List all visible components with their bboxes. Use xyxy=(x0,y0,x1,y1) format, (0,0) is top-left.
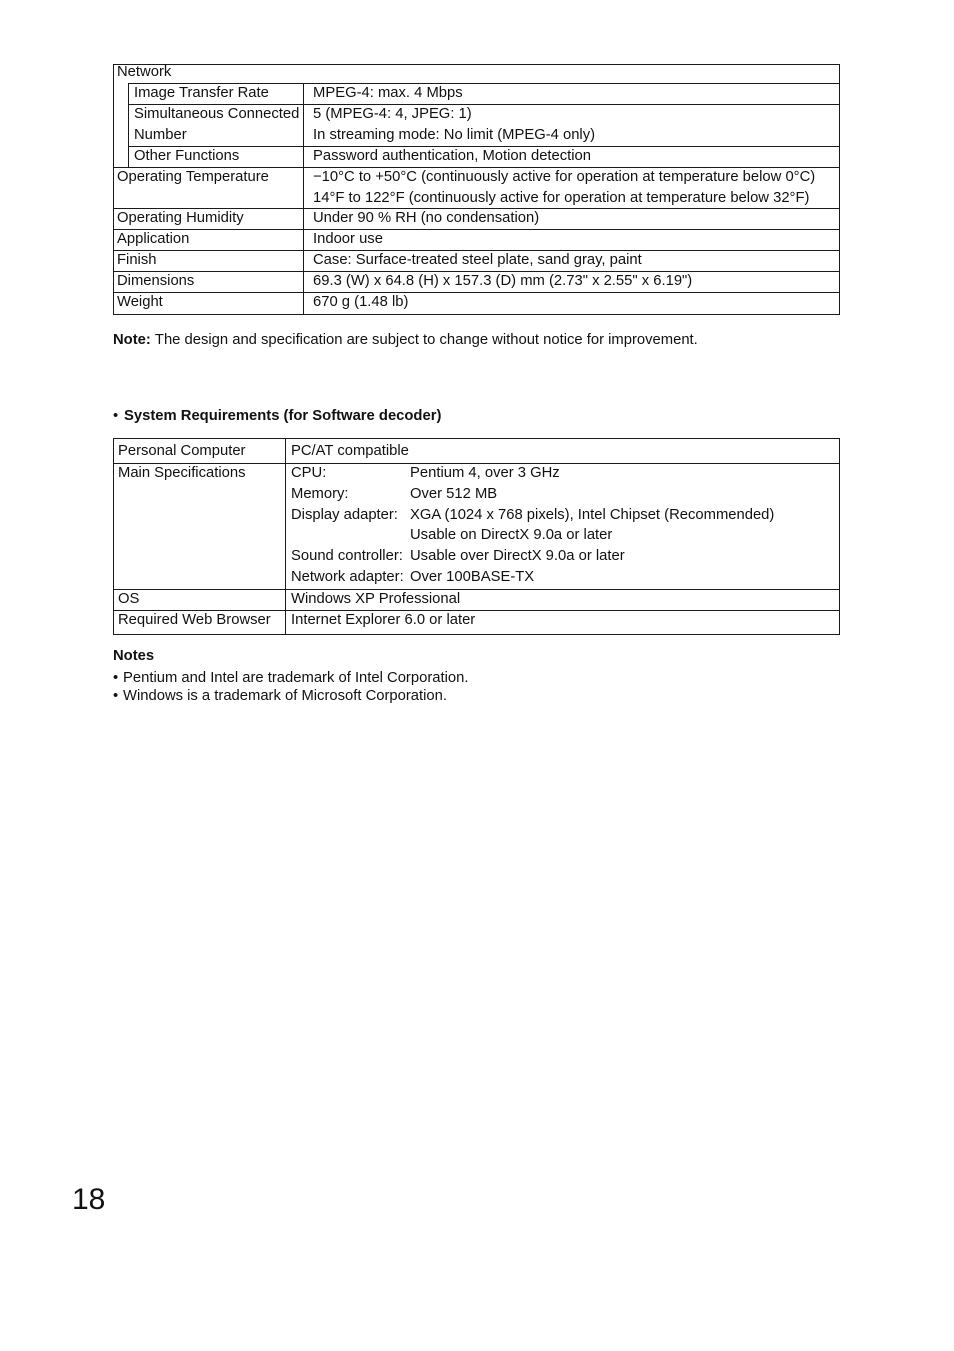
sysreq-value-text: PC/AT compatible xyxy=(291,443,409,459)
page-number: 18 xyxy=(72,1183,106,1216)
spec-label-text: Number xyxy=(134,126,187,143)
system-requirements-title: System Requirements (for Software decoder) xyxy=(124,408,442,424)
bullet-icon: • xyxy=(113,408,119,424)
spec-label xyxy=(114,293,304,314)
spec-item-display-adapter xyxy=(291,505,839,526)
spec-row-simultaneous-connected-number xyxy=(129,104,839,146)
spec-row-finish xyxy=(114,250,839,271)
spec-label-text: Operating Humidity xyxy=(117,210,244,226)
spec-value-text: Password authentication, Motion detection xyxy=(313,148,592,164)
sysreq-row-os xyxy=(114,589,839,610)
sysreq-label-text: Required Web Browser xyxy=(118,612,271,628)
spec-value-text: 670 g (1.48 lb) xyxy=(313,294,409,310)
list-item xyxy=(113,669,468,687)
bullet-icon: • xyxy=(113,688,119,704)
sysreq-value xyxy=(286,439,839,463)
sysreq-label xyxy=(114,611,286,634)
sysreq-value xyxy=(286,611,839,634)
network-subrows xyxy=(129,83,839,167)
sysreq-row-personal-computer xyxy=(114,439,839,463)
sysreq-label-text: Main Specifications xyxy=(118,465,246,481)
specifications-table xyxy=(113,64,840,315)
spec-item-key: Display adapter: xyxy=(291,506,398,523)
spec-value xyxy=(304,105,839,146)
spec-item-key: CPU: xyxy=(291,465,327,481)
spec-item-key: Sound controller: xyxy=(291,548,403,565)
spec-value xyxy=(304,147,839,167)
spec-label xyxy=(114,209,304,229)
sysreq-label-text: OS xyxy=(118,591,140,607)
spec-value xyxy=(304,272,839,292)
list-item xyxy=(113,687,468,705)
spec-label-text: Simultaneous Connected xyxy=(134,106,300,122)
spec-row-application xyxy=(114,229,839,250)
spec-item-sound-controller xyxy=(291,546,839,567)
spec-label-text: Image Transfer Rate xyxy=(134,85,269,101)
sysreq-label-text: Personal Computer xyxy=(118,443,246,459)
sysreq-row-web-browser xyxy=(114,610,839,634)
network-indent xyxy=(114,83,129,167)
spec-value-text: 14°F to 122°F (continuously active for operation at temperature below 32°F) xyxy=(313,189,810,206)
spec-value-text: Case: Surface-treated steel plate, sand gray, paint xyxy=(313,252,642,268)
note-label: Note: xyxy=(113,332,151,348)
sysreq-row-main-specifications xyxy=(114,463,839,589)
spec-row-weight xyxy=(114,292,839,314)
spec-value-text: In streaming mode: No limit (MPEG-4 only) xyxy=(313,126,596,143)
spec-item-value: Over 100BASE-TX xyxy=(410,568,535,585)
spec-label-text: Dimensions xyxy=(117,273,195,289)
spec-item-value: Pentium 4, over 3 GHz xyxy=(410,465,560,481)
spec-item-network-adapter xyxy=(291,567,839,588)
spec-label-text: Application xyxy=(117,231,190,247)
note-text: The design and specification are subject to change without notice for improvement. xyxy=(154,332,698,348)
spec-label xyxy=(129,84,304,104)
sysreq-label xyxy=(114,439,286,463)
spec-item-cpu xyxy=(291,463,839,484)
spec-item-value: Over 512 MB xyxy=(410,485,498,502)
spec-item-key-empty xyxy=(291,525,410,546)
spec-value-text: 69.3 (W) x 64.8 (H) x 157.3 (D) mm (2.73" x 2.55" x 6.19") xyxy=(313,273,693,289)
list-item-text: Windows is a trademark of Microsoft Corporation. xyxy=(123,688,447,704)
spec-value-text: Under 90 % RH (no condensation) xyxy=(313,210,540,226)
system-requirements-table xyxy=(113,438,840,635)
spec-label xyxy=(114,168,304,208)
spec-value xyxy=(304,168,839,208)
spec-value-text: −10°C to +50°C (continuously active for operation at temperature below 0°C) xyxy=(313,169,816,185)
spec-label xyxy=(129,105,304,146)
spec-row-operating-humidity xyxy=(114,208,839,229)
network-subgroup xyxy=(114,83,839,167)
sysreq-value xyxy=(286,590,839,610)
spec-item-value: Usable over DirectX 9.0a or later xyxy=(410,548,625,565)
spec-value-text: 5 (MPEG-4: 4, JPEG: 1) xyxy=(313,106,472,122)
spec-label xyxy=(114,65,171,83)
spec-item-value: XGA (1024 x 768 pixels), Intel Chipset (Recommended) xyxy=(410,506,775,523)
sysreq-value-text: Internet Explorer 6.0 or later xyxy=(291,612,476,628)
spec-label-text: Other Functions xyxy=(134,148,240,164)
spec-value xyxy=(304,293,839,314)
spec-value xyxy=(304,251,839,271)
notes-heading: Notes xyxy=(113,648,155,664)
notes-list xyxy=(113,669,468,705)
spec-item-memory xyxy=(291,484,839,505)
sysreq-label xyxy=(114,590,286,610)
spec-value xyxy=(304,209,839,229)
spec-label-text: Weight xyxy=(117,294,163,310)
spec-row-image-transfer-rate xyxy=(129,83,839,104)
system-requirements-heading xyxy=(113,406,441,427)
spec-value xyxy=(304,84,839,104)
sysreq-value xyxy=(286,464,839,589)
note xyxy=(113,330,698,351)
sysreq-label xyxy=(114,464,286,589)
list-item-text: Pentium and Intel are trademark of Intel Corporation. xyxy=(123,670,469,686)
spec-row-operating-temperature xyxy=(114,167,839,208)
spec-label-text: Finish xyxy=(117,252,157,268)
spec-label xyxy=(114,272,304,292)
spec-row-network xyxy=(114,65,839,83)
spec-label xyxy=(129,147,304,167)
spec-label xyxy=(114,230,304,250)
spec-item-key: Memory: xyxy=(291,485,349,502)
spec-row-dimensions xyxy=(114,271,839,292)
sysreq-value-text: Windows XP Professional xyxy=(291,591,461,607)
spec-label xyxy=(114,251,304,271)
bullet-icon: • xyxy=(113,670,119,686)
spec-item-display-adapter-continued xyxy=(291,525,839,546)
spec-item-value: Usable on DirectX 9.0a or later xyxy=(410,527,613,544)
spec-item-key: Network adapter: xyxy=(291,568,404,585)
spec-label-network: Network xyxy=(117,64,172,80)
spec-value-text: MPEG-4: max. 4 Mbps xyxy=(313,85,463,101)
spec-value-text: Indoor use xyxy=(313,231,383,247)
spec-row-other-functions xyxy=(129,146,839,167)
spec-label-text: Operating Temperature xyxy=(117,169,269,185)
spec-value xyxy=(304,230,839,250)
